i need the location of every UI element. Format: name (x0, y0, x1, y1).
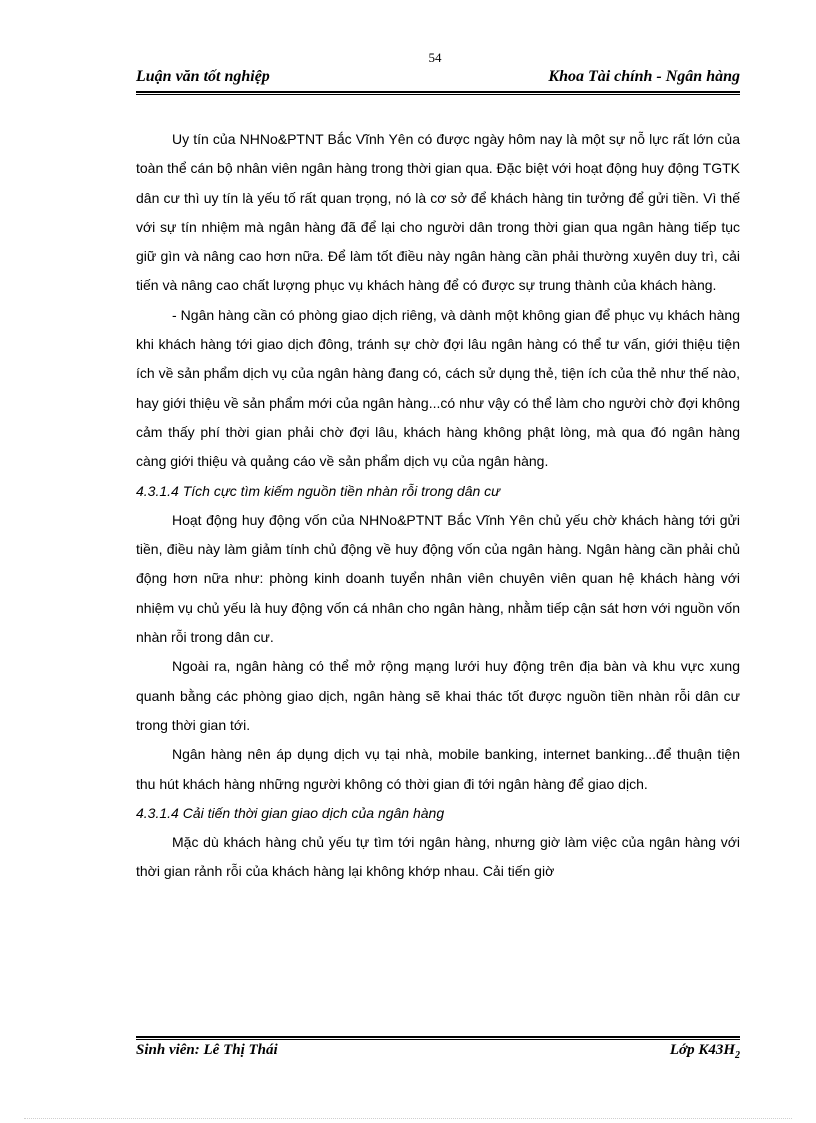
footer-rule (136, 1036, 740, 1040)
paragraph-capital-mobilization: Hoạt động huy động vốn của NHNo&PTNT Bắc Vĩnh Yên chủ yếu chờ khách hàng tới gửi tiền, điều này làm giảm tính chủ động về huy động vốn của ngân hàng. Ngân hàng cần phải chủ động hơn nữa như: phòng kinh doanh tuyển nhân viên chuyên viên quan hệ khách hàng với nhiệm vụ chủ yếu là huy động vốn cá nhân cho ngân hàng, nhằm tiếp cận sát hơn với nguồn vốn nhàn rỗi trong dân cư. (136, 511, 740, 646)
page-edge-divider (24, 1118, 792, 1119)
footer-student: Sinh viên: Lê Thị Thái (136, 1042, 278, 1058)
page-number: 54 (428, 50, 442, 65)
section-heading-idle-funds: 4.3.1.4 Tích cực tìm kiếm nguồn tiền nhàn rỗi trong dân cư (136, 482, 501, 499)
header-rule (136, 91, 740, 95)
page-body (136, 125, 740, 887)
paragraph-home-services: Ngân hàng nên áp dụng dịch vụ tại nhà, mobile banking, internet banking...để thuận tiện thu hút khách hàng những người không có thời gian đi tới ngân hàng để giao dịch. (136, 746, 740, 792)
paragraph-working-hours: Mặc dù khách hàng chủ yếu tự tìm tới ngân hàng, nhưng giờ làm việc của ngân hàng với thời gian rảnh rỗi của khách hàng lại không khớp nhau. Cải tiến giờ (136, 834, 740, 880)
header-faculty: Khoa Tài chính - Ngân hàng (548, 68, 740, 85)
paragraph-reputation: Uy tín của NHNo&PTNT Bắc Vĩnh Yên có được ngày hôm nay là một sự nỗ lực rất lớn của toàn thể cán bộ nhân viên ngân hàng trong thời gian qua. Đặc biệt với hoạt động huy động TGTK dân cư thì uy tín là yếu tố rất quan trọng, nó là cơ sở để khách hàng tin tưởng để gửi tiền. Vì thế với sự tín nhiệm mà ngân hàng đã để lại cho người dân trong thời gian qua ngân hàng tiếp tục giữ gìn và nâng cao hơn nữa. Để làm tốt điều này ngân hàng cần phải thường xuyên duy trì, cải tiến và nâng cao chất lượng phục vụ khách hàng để có được sự trung thành của khách hàng. (136, 131, 740, 294)
footer-class (670, 1042, 740, 1061)
paragraph-transaction-room: - Ngân hàng cần có phòng giao dịch riêng, và dành một không gian để phục vụ khách hàng khi khách hàng tới giao dịch đông, tránh sự chờ đợi lâu ngân hàng có thể tư vấn, giới thiệu tiện ích về sản phẩm dịch vụ của ngân hàng đang có, cách sử dụng thẻ, tiện ích của thẻ như thế nào, hay giới thiệu về sản phẩm mới của ngân hàng...có như vậy có thể làm cho người chờ đợi không cảm thấy phí thời gian phải chờ đợi lâu, khách hàng không phật lòng, mà qua đó ngân hàng càng giới thiệu và quảng cáo về sản phẩm dịch vụ của ngân hàng. (136, 306, 740, 470)
footer-class-main: Lớp K43H (669, 1042, 735, 1058)
footer-class-subscript: 2 (735, 1050, 740, 1061)
header-thesis-title: Luận văn tốt nghiệp (136, 68, 270, 85)
page-footer (136, 1042, 740, 1064)
section-heading-transaction-time: 4.3.1.4 Cải tiến thời gian giao dịch của ngân hàng (136, 804, 445, 821)
paragraph-network-expansion: Ngoài ra, ngân hàng có thể mở rộng mạng lưới huy động trên địa bàn và khu vực xung quanh bằng các phòng giao dịch, ngân hàng sẽ khai thác tốt được nguồn tiền nhàn rỗi dân cư trong thời gian tới. (136, 658, 740, 733)
page-header (136, 68, 740, 90)
